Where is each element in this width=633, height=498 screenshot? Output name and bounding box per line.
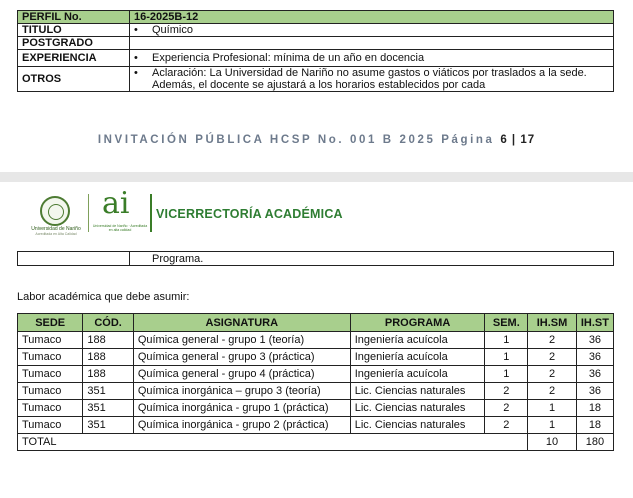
cell-programa: Ingeniería acuícola: [350, 332, 485, 349]
profile-table: [17, 10, 614, 92]
programa-continuation-table: [17, 251, 614, 266]
table-row: [18, 366, 614, 383]
programa-text: Programa.: [130, 252, 614, 266]
page-number: 6 | 17: [500, 134, 536, 146]
profile-row-experiencia: [18, 50, 614, 67]
profile-row-posgrado: [18, 37, 614, 50]
cell-ihsm: 1: [528, 400, 577, 417]
university-name: Universidad de Nariño: [31, 226, 81, 232]
ai-logo-subtitle: Universidad de Nariño · Acreditada en alta calidad: [92, 224, 148, 232]
ai-logo: ai: [102, 186, 130, 221]
cell-programa: Lic. Ciencias naturales: [350, 400, 485, 417]
cell-ihsm: 2: [528, 383, 577, 400]
col-header-sede: SEDE: [18, 314, 83, 332]
cell-asignatura: Química general - grupo 1 (teoría): [133, 332, 350, 349]
table-row: [18, 417, 614, 434]
table-row: [18, 383, 614, 400]
cell-sede: Tumaco: [18, 349, 83, 366]
header-title: VICERRECTORÍA ACADÉMICA: [156, 207, 343, 221]
header-divider: [88, 194, 89, 232]
cell-programa: Lic. Ciencias naturales: [350, 417, 485, 434]
otros-label: OTROS: [18, 67, 130, 92]
cell-sem: 1: [485, 366, 528, 383]
table-row: [18, 349, 614, 366]
cell-sem: 2: [485, 400, 528, 417]
table-row: [18, 400, 614, 417]
cell-cod: 188: [83, 349, 133, 366]
table-row: [18, 332, 614, 349]
cell-ihsm: 1: [528, 417, 577, 434]
col-header-programa: PROGRAMA: [350, 314, 485, 332]
experiencia-cell: [130, 50, 614, 67]
profile-row-perfil: [18, 11, 614, 24]
col-header-cod: CÓD.: [83, 314, 133, 332]
cell-ihst: 18: [576, 400, 613, 417]
cell-ihsm: 2: [528, 332, 577, 349]
cell-ihst: 36: [576, 383, 613, 400]
labor-heading: Labor académica que debe asumir:: [17, 291, 190, 303]
total-ihsm: 10: [528, 434, 577, 451]
otros-cell: [130, 67, 614, 92]
posgrado-value: [130, 37, 614, 50]
cell-asignatura: Química general - grupo 4 (práctica): [133, 366, 350, 383]
total-label: TOTAL: [18, 434, 528, 451]
cell-sem: 2: [485, 417, 528, 434]
perfil-value: 16-2025B-12: [130, 11, 614, 24]
page-header: [30, 186, 430, 238]
col-header-sem: SEM.: [485, 314, 528, 332]
cell-sem: 2: [485, 383, 528, 400]
courses-header-row: [18, 314, 614, 332]
footer-text: INVITACIÓN PÚBLICA HCSP No. 001 B 2025 Página: [97, 134, 501, 146]
page-break: [0, 172, 633, 182]
total-row: [18, 434, 614, 451]
cell-sede: Tumaco: [18, 366, 83, 383]
cell-ihst: 36: [576, 366, 613, 383]
total-ihst: 180: [576, 434, 613, 451]
cell-programa: Ingeniería acuícola: [350, 349, 485, 366]
cell-cod: 351: [83, 383, 133, 400]
programa-empty-cell: [18, 252, 130, 266]
titulo-cell: [130, 24, 614, 37]
cell-ihst: 36: [576, 332, 613, 349]
cell-sede: Tumaco: [18, 383, 83, 400]
profile-row-otros: [18, 67, 614, 92]
header-divider: [150, 194, 152, 232]
perfil-label: PERFIL No.: [18, 11, 130, 24]
cell-programa: Lic. Ciencias naturales: [350, 383, 485, 400]
programa-row: [18, 252, 614, 266]
profile-row-titulo: [18, 24, 614, 37]
cell-sem: 1: [485, 332, 528, 349]
bullet-icon: •: [134, 67, 138, 79]
experiencia-label: EXPERIENCIA: [18, 50, 130, 67]
posgrado-label: POSTGRADO: [18, 37, 130, 50]
courses-table: [17, 313, 614, 451]
cell-ihst: 36: [576, 349, 613, 366]
col-header-asignatura: ASIGNATURA: [133, 314, 350, 332]
cell-asignatura: Química inorgánica - grupo 1 (práctica): [133, 400, 350, 417]
cell-cod: 188: [83, 332, 133, 349]
cell-cod: 188: [83, 366, 133, 383]
cell-ihst: 18: [576, 417, 613, 434]
experiencia-value: Experiencia Profesional: mínima de un año en docencia: [152, 52, 425, 64]
bullet-icon: •: [134, 24, 138, 36]
cell-sem: 1: [485, 349, 528, 366]
titulo-value: Químico: [152, 24, 193, 36]
cell-asignatura: Química inorgánica - grupo 2 (práctica): [133, 417, 350, 434]
cell-ihsm: 2: [528, 349, 577, 366]
otros-value: Aclaración: La Universidad de Nariño no asume gastos o viáticos por traslados a la sede. Además, el docente se ajustará a los horarios establecidos por cada: [152, 67, 587, 91]
cell-programa: Ingeniería acuícola: [350, 366, 485, 383]
bullet-icon: •: [134, 52, 138, 64]
col-header-ihsm: IH.SM: [528, 314, 577, 332]
titulo-label: TITULO: [18, 24, 130, 37]
university-subtitle: Acreditada en Alta Calidad: [35, 232, 77, 236]
cell-ihsm: 2: [528, 366, 577, 383]
cell-asignatura: Química general - grupo 3 (práctica): [133, 349, 350, 366]
cell-sede: Tumaco: [18, 400, 83, 417]
cell-cod: 351: [83, 417, 133, 434]
page-footer: [0, 134, 633, 146]
cell-asignatura: Química inorgánica – grupo 3 (teoría): [133, 383, 350, 400]
col-header-ihst: IH.ST: [576, 314, 613, 332]
university-seal-icon: [40, 196, 70, 226]
cell-sede: Tumaco: [18, 332, 83, 349]
cell-sede: Tumaco: [18, 417, 83, 434]
cell-cod: 351: [83, 400, 133, 417]
